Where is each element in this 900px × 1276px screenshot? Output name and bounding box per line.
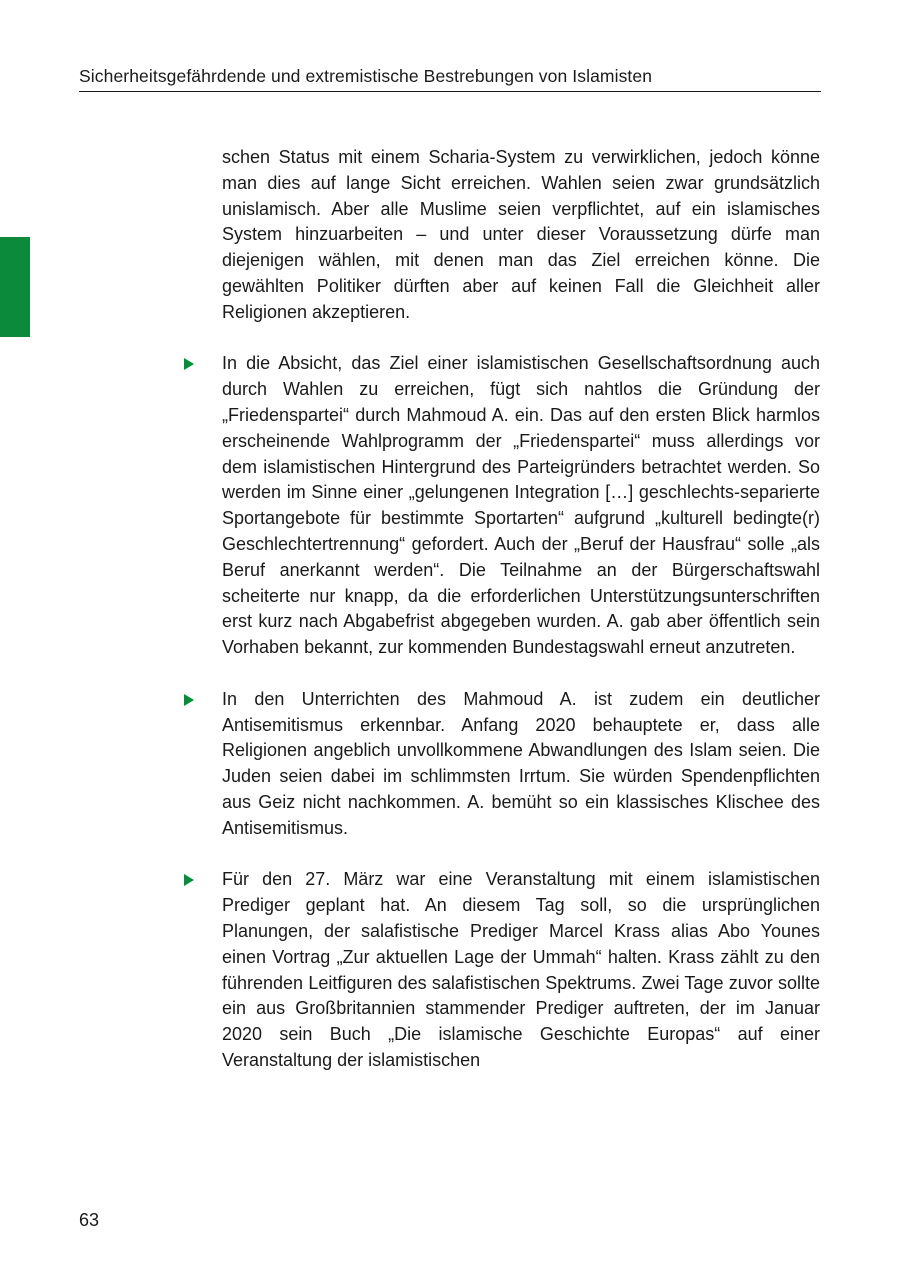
main-content bbox=[222, 145, 820, 1074]
bullet-text: In den Unterrichten des Mahmoud A. ist zudem ein deutlicher Antisemitismus erkennbar. Anfang 2020 behauptete er, dass alle Religionen angeblich unvollkommene Abwandlungen des Islam seien. Die Juden seien dabei im schlimmsten Irrtum. Sie würden Spendenpflichten aus Geiz nicht nachkommen. A. bemüht so ein klassisches Klischee des Antisemitismus. bbox=[222, 688, 820, 838]
intro-paragraph: schen Status mit einem Scharia-System zu verwirklichen, jedoch könne man dies auf lange Sicht erreichen. Wahlen seien zwar grundsätzlich unislamisch. Aber alle Muslime seien verpflichtet, auf ein islamisches System hinzuarbeiten – und unter dieser Voraussetzung dürfe man diejenigen wählen, mit denen man das Ziel erreichen könne. Die gewählten Politiker dürften aber auf keinen Fall die Gleichheit aller Religionen akzeptieren. bbox=[222, 147, 820, 322]
bullet-item bbox=[222, 867, 820, 1073]
bullet-item bbox=[222, 351, 820, 661]
bullet-triangle-icon bbox=[184, 874, 194, 886]
page-number: 63 bbox=[79, 1210, 100, 1230]
bullet-text: In die Absicht, das Ziel einer islamistischen Gesellschaftsordnung auch durch Wahlen zu erreichen, fügt sich nahtlos die Gründung der „Friedenspartei“ durch Mahmoud A. ein. Das auf den ersten Blick harmlos erscheinende Wahlprogramm der „Friedenspartei“ muss allerdings vor dem islamistischen Hintergrund des Parteigründers betrachtet werden. So werden im Sinne einer „gelungenen Integration […] geschlechts-separierte Sportangebote für bestimmte Sportarten“ aufgrund „kulturell bedingte(r) Geschlechtertrennung“ gefordert. Auch der „Beruf der Hausfrau“ solle „als Beruf anerkannt werden“. Die Teilnahme an der Bürgerschaftswahl scheiterte nur knapp, da die erforderlichen Unterstützungsunterschriften erst kurz nach Abgabefrist abgegeben wurden. A. gab aber öffentlich sein Vorhaben bekannt, zur kommenden Bundestagswahl erneut anzutreten. bbox=[222, 353, 820, 658]
bullet-item bbox=[222, 687, 820, 842]
chapter-tab-marker bbox=[0, 237, 30, 337]
bullet-text: Für den 27. März war eine Veranstaltung mit einem islamistischen Prediger geplant hat. An diesem Tag soll, so die ursprünglichen Planungen, der salafistische Prediger Marcel Krass alias Abo Younes einen Vortrag „Zur aktuellen Lage der Ummah“ halten. Krass zählt zu den führenden Leitfiguren des salafistischen Spektrums. Zwei Tage zuvor sollte ein aus Großbritannien stammender Prediger auftreten, der im Januar 2020 sein Buch „Die islamische Geschichte Europas“ auf einer Veranstaltung der islamistischen bbox=[222, 869, 820, 1070]
bullet-triangle-icon bbox=[184, 694, 194, 706]
running-header: Sicherheitsgefährdende und extremistische Bestrebungen von Islamisten bbox=[79, 64, 821, 92]
bullet-triangle-icon bbox=[184, 358, 194, 370]
